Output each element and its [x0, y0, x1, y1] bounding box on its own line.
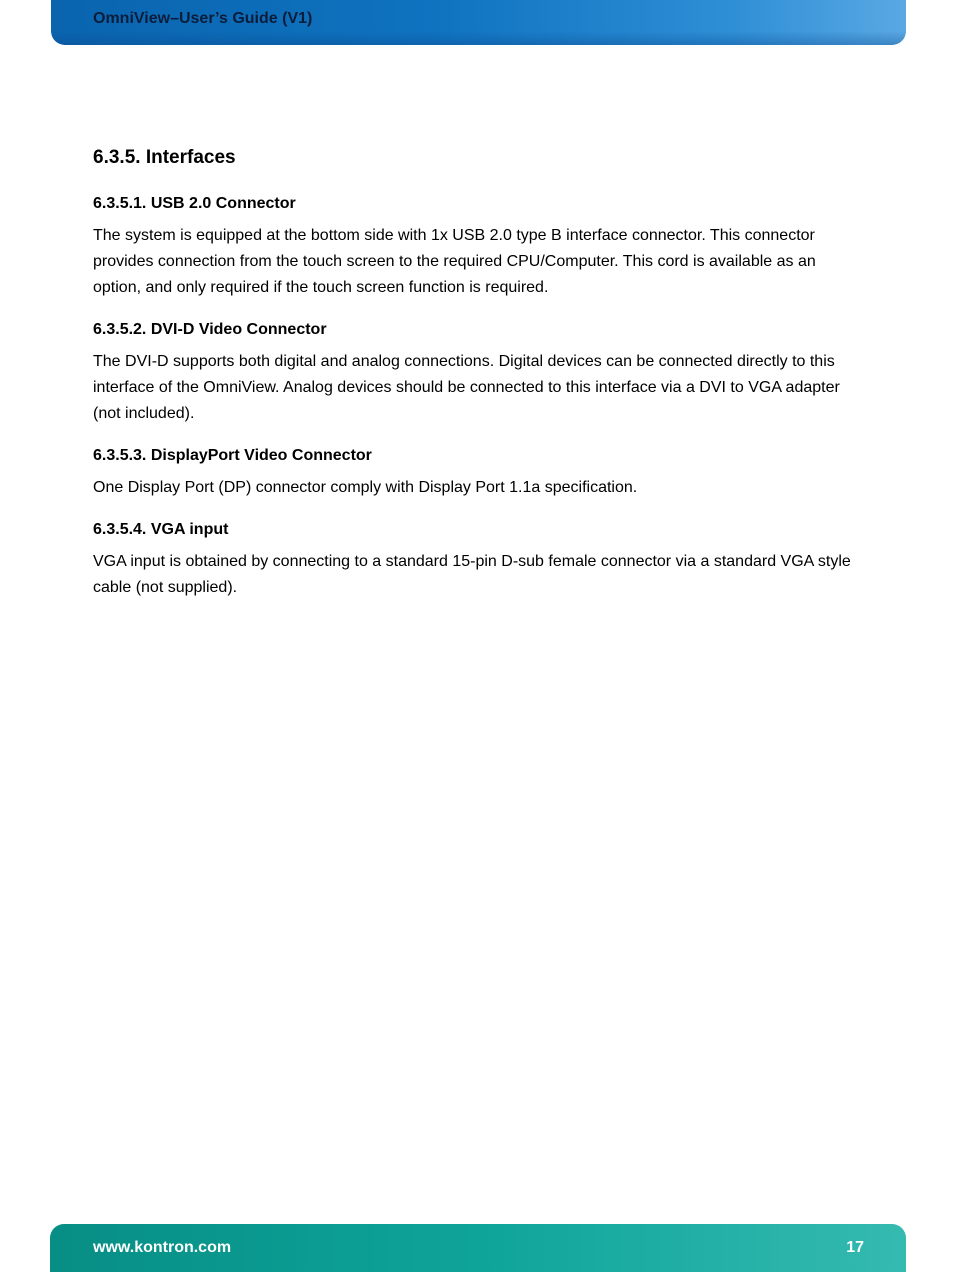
page-header	[51, 0, 906, 45]
displayport-connector-heading: 6.3.5.3. DisplayPort Video Connector	[93, 447, 372, 464]
page-content	[93, 142, 868, 601]
section-heading: 6.3.5. Interfaces	[93, 147, 236, 168]
usb-connector-paragraph: The system is equipped at the bottom side with 1x USB 2.0 type B interface connector. This connector provides connection from the touch screen to the required CPU/Computer. This cord is available as an option, and only required if the touch screen function is required.	[93, 227, 816, 296]
vga-input-heading: 6.3.5.4. VGA input	[93, 521, 229, 538]
page-footer	[50, 1224, 906, 1272]
page-number: 17	[846, 1239, 864, 1256]
footer-website-link[interactable]: www.kontron.com	[93, 1239, 232, 1256]
displayport-connector-paragraph: One Display Port (DP) connector comply with Display Port 1.1a specification.	[93, 479, 638, 496]
document-title: OmniView–User’s Guide (V1)	[93, 10, 313, 27]
dvi-connector-paragraph: The DVI-D supports both digital and analog connections. Digital devices can be connected directly to this interface of the OmniView. Analog devices should be connected to this interface via a DVI to VGA adapter (not included).	[93, 353, 840, 422]
vga-input-paragraph: VGA input is obtained by connecting to a standard 15-pin D-sub female connector via a standard VGA style cable (not supplied).	[93, 553, 851, 596]
usb-connector-heading: 6.3.5.1. USB 2.0 Connector	[93, 195, 296, 212]
dvi-connector-heading: 6.3.5.2. DVI-D Video Connector	[93, 321, 327, 338]
